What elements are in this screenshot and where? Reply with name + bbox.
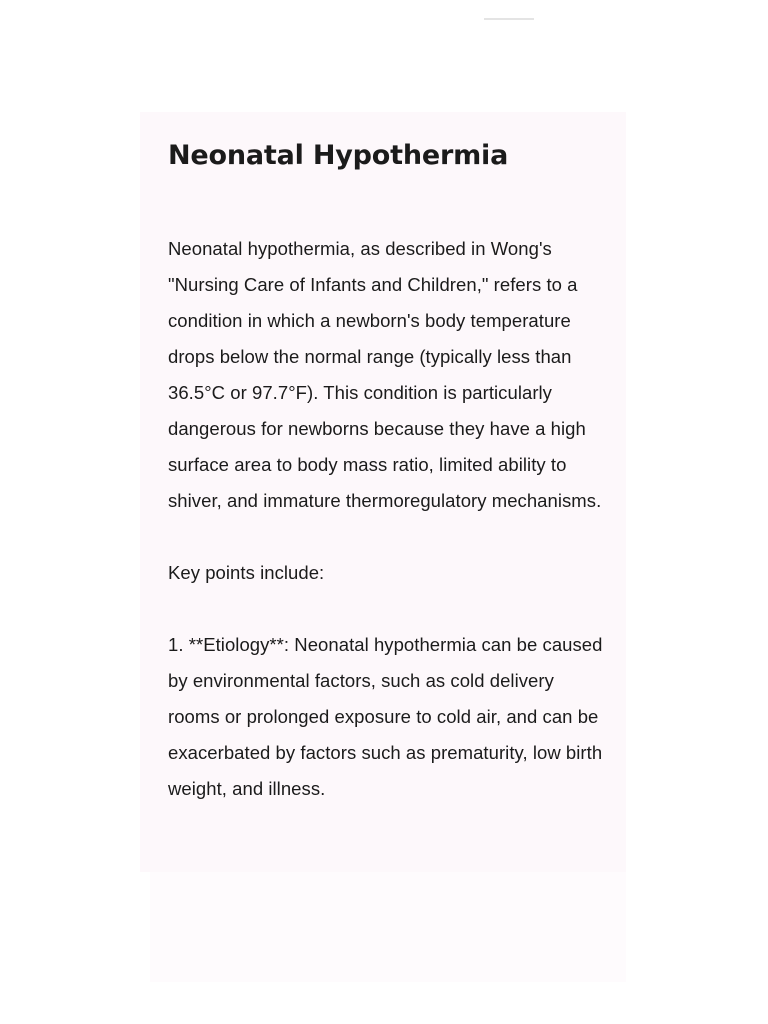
key-point-etiology: 1. **Etiology**: Neonatal hypothermia can be caused by environmental factors, such as cold delivery rooms or prolonged exposure to cold air, and can be exacerbated by factors such as prematurity, low birth weight, and illness. <box>168 634 603 799</box>
scan-artifact <box>484 18 534 20</box>
intro-paragraph: Neonatal hypothermia, as described in Wong's "Nursing Care of Infants and Children," refers to a condition in which a newborn's body temperature drops below the normal range (typically less than 36.5°C or 97.7°F). This condition is particularly dangerous for newborns because they have a high surface area to body mass ratio, limited ability to shiver, and immature thermoregulatory mechanisms. <box>168 238 602 511</box>
content-card-footer <box>150 872 626 982</box>
document-title: Neonatal Hypothermia <box>168 140 509 171</box>
key-points-heading: Key points include: <box>168 562 325 583</box>
document-body <box>168 138 608 807</box>
